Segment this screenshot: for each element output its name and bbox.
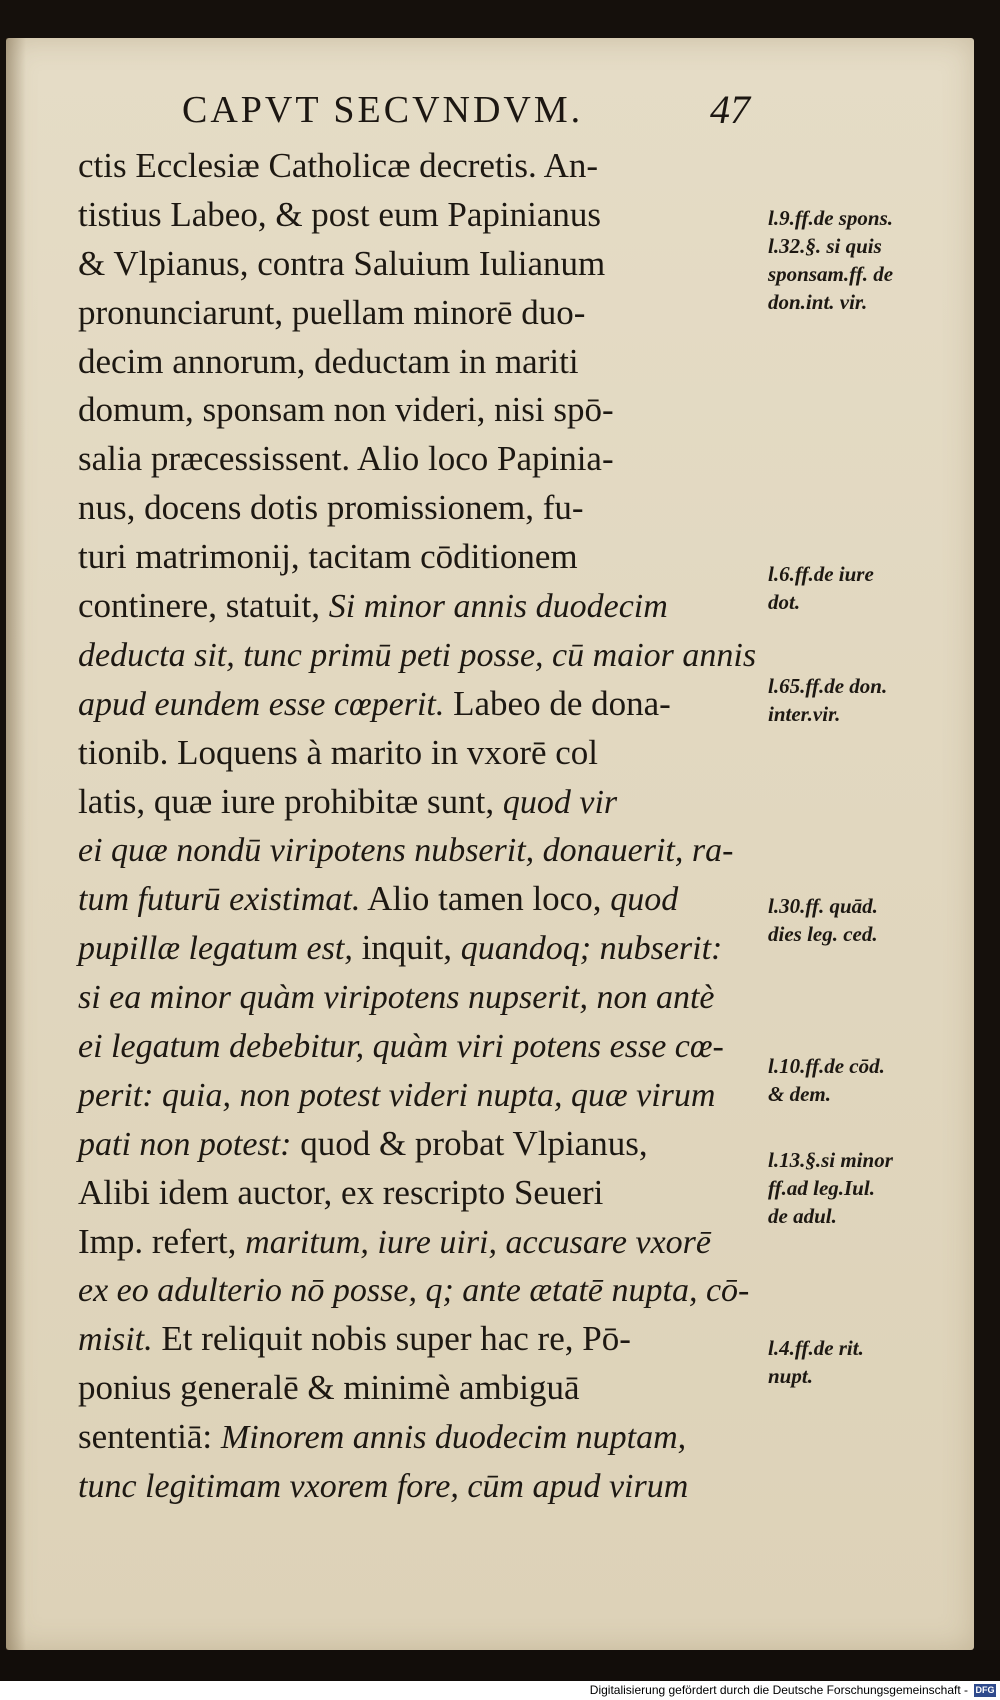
- text-line: [78, 1169, 758, 1218]
- roman-segment: Imp. refert,: [78, 1221, 246, 1261]
- roman-segment: continere, statuit,: [78, 586, 329, 626]
- text-line: [78, 1022, 758, 1071]
- margin-note-line: de adul.: [768, 1204, 837, 1228]
- margin-note-5: [768, 1052, 885, 1108]
- running-head: CAPVT SECVNDVM.: [182, 89, 584, 131]
- text-line: [78, 631, 758, 680]
- margin-note-line: l.10.ff.de cōd.: [768, 1054, 885, 1078]
- italic-segment: pupillæ legatum est,: [78, 930, 353, 968]
- roman-segment: & Vlpianus, contra Saluium Iulianum: [78, 243, 606, 283]
- roman-segment: inquit,: [352, 928, 461, 968]
- text-line: [78, 289, 758, 338]
- margin-note-line: dot.: [768, 590, 801, 614]
- margin-note-line: l.13.§.si minor: [768, 1148, 893, 1172]
- margin-note-3: [768, 672, 887, 728]
- roman-segment: tistius Labeo, & post eum Papinianus: [78, 194, 602, 234]
- margin-note-6: [768, 1146, 893, 1230]
- text-line: [78, 875, 758, 924]
- margin-note-line: l.32.§. si quis: [768, 234, 882, 258]
- italic-segment: ei quæ nondū viripotens nubserit, donauerit, ra-: [78, 832, 734, 870]
- text-line: [78, 1218, 758, 1267]
- italic-segment: maritum, iure uiri, accusare vxorē: [245, 1223, 711, 1261]
- footer-credit: Digitalisierung gefördert durch die Deutsche Forschungsgemeinschaft -: [589, 1683, 968, 1697]
- text-line: [78, 533, 758, 582]
- text-line: [78, 386, 758, 435]
- text-line: [78, 1462, 758, 1511]
- page-gutter-shadow: [6, 38, 26, 1650]
- margin-note-line: don.int. vir.: [768, 290, 868, 314]
- roman-segment: turi matrimonij, tacitam cōditionem: [78, 537, 578, 577]
- text-line: [78, 484, 758, 533]
- text-line: [78, 778, 758, 827]
- italic-segment: tum futurū existimat.: [78, 881, 361, 919]
- margin-note-line: l.6.ff.de iure: [768, 562, 874, 586]
- text-line: [78, 1071, 758, 1120]
- margin-note-1: [768, 204, 893, 316]
- margin-note-line: ff.ad leg.Iul.: [768, 1176, 875, 1200]
- roman-segment: salia præcessissent. Alio loco Papinia-: [78, 439, 614, 479]
- roman-segment: Alibi idem auctor, ex rescripto Seueri: [78, 1172, 604, 1212]
- roman-segment: decim annorum, deductam in mariti: [78, 341, 579, 381]
- roman-segment: Alio tamen loco,: [360, 879, 611, 919]
- text-line: [78, 973, 758, 1022]
- italic-segment: tunc legitimam vxorem fore, cūm apud virum: [78, 1468, 689, 1506]
- italic-segment: ei legatum debebitur, quàm viri potens esse cœ-: [78, 1028, 724, 1066]
- margin-note-line: nupt.: [768, 1364, 813, 1388]
- text-line: [78, 826, 758, 875]
- margin-note-line: l.30.ff. quād.: [768, 894, 878, 918]
- italic-segment: misit.: [78, 1321, 153, 1359]
- scan-bottom-edge: [0, 1650, 1000, 1681]
- text-line: [78, 582, 758, 631]
- body-text: [78, 142, 758, 1511]
- page-number: 47: [710, 87, 750, 132]
- italic-segment: quod: [610, 881, 679, 919]
- text-line: [78, 1266, 758, 1315]
- text-line: [78, 1413, 758, 1462]
- italic-segment: pati non potest:: [78, 1125, 292, 1163]
- text-line: [78, 680, 758, 729]
- italic-segment: Minorem annis duodecim nuptam,: [220, 1419, 687, 1457]
- text-line: [78, 142, 758, 191]
- text-line: [78, 435, 758, 484]
- margin-note-4: [768, 892, 878, 948]
- margin-note-line: l.9.ff.de spons.: [768, 206, 894, 230]
- text-line: [78, 1364, 758, 1413]
- roman-segment: quod & probat Vlpianus,: [291, 1123, 648, 1163]
- roman-segment: ponius generalē & minimè ambiguā: [78, 1368, 580, 1408]
- italic-segment: Si minor annis duodecim: [328, 588, 668, 626]
- margin-note-line: inter.vir.: [768, 702, 841, 726]
- roman-segment: Et reliquit nobis super hac re, Pō-: [152, 1319, 631, 1359]
- italic-segment: deducta sit, tunc primū peti posse, cū maior annis: [78, 636, 757, 674]
- roman-segment: domum, sponsam non videri, nisi spō-: [78, 390, 614, 430]
- margin-note-line: dies leg. ced.: [768, 922, 878, 946]
- text-line: [78, 1315, 758, 1364]
- italic-segment: si ea minor quàm viripotens nupserit, non antè: [78, 979, 715, 1017]
- text-line: [78, 729, 758, 778]
- roman-segment: nus, docens dotis promissionem, fu-: [78, 488, 584, 528]
- text-line: [78, 191, 758, 240]
- roman-segment: ctis Ecclesiæ Catholicæ decretis. An-: [78, 146, 599, 185]
- margin-note-7: [768, 1334, 864, 1390]
- text-line: [78, 1120, 758, 1169]
- italic-segment: quod vir: [502, 783, 618, 821]
- roman-segment: pronunciarunt, puellam minorē duo-: [78, 292, 586, 332]
- text-line: [78, 338, 758, 387]
- margin-note-line: & dem.: [768, 1082, 831, 1106]
- margin-note-line: l.4.ff.de rit.: [768, 1336, 864, 1360]
- italic-segment: perit: quia, non potest videri nupta, quæ virum: [78, 1076, 716, 1114]
- roman-segment: Labeo de dona-: [444, 683, 671, 723]
- roman-segment: latis, quæ iure prohibitæ sunt,: [78, 781, 503, 821]
- italic-segment: quandoq; nubserit:: [460, 930, 723, 968]
- margin-note-line: l.65.ff.de don.: [768, 674, 888, 698]
- text-line: [78, 240, 758, 289]
- margin-note-line: sponsam.ff. de: [768, 262, 894, 286]
- italic-segment: apud eundem esse cœperit.: [78, 685, 445, 723]
- margin-note-2: [768, 560, 874, 616]
- dfg-logo: DFG: [975, 1685, 995, 1695]
- roman-segment: sententiā:: [78, 1417, 221, 1457]
- italic-segment: ex eo adulterio nō posse, q; ante ætatē nupta, cō-: [78, 1272, 750, 1310]
- text-line: [78, 924, 758, 973]
- roman-segment: tionib. Loquens à marito in vxorē col: [78, 732, 599, 772]
